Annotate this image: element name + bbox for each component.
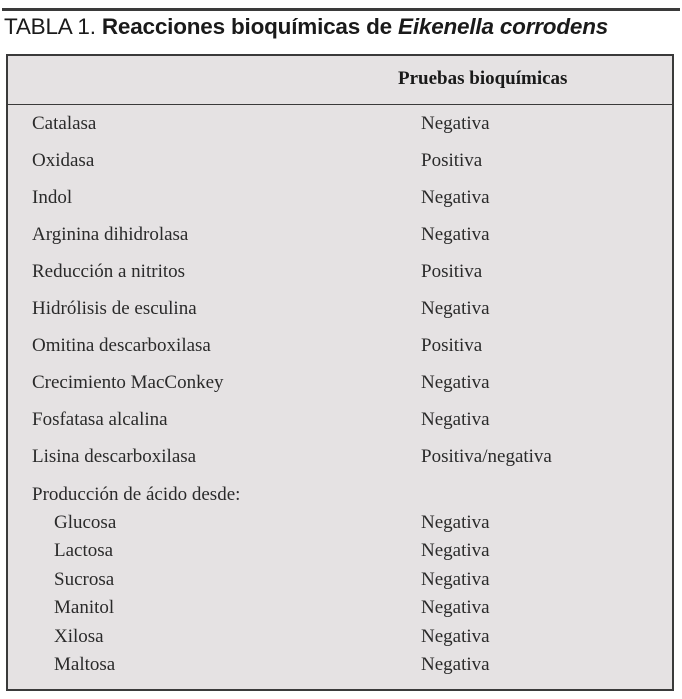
column-header: Pruebas bioquímicas (398, 68, 568, 89)
test-name: Arginina dihidrolasa (32, 224, 189, 245)
table-header-row (8, 56, 672, 105)
sugar-name: Lactosa (54, 540, 114, 561)
test-name: Omitina descarboxilasa (32, 335, 211, 356)
test-name: Reducción a nitritos (32, 261, 186, 282)
test-result: Negativa (421, 187, 490, 208)
sugar-name: Xilosa (54, 626, 104, 647)
test-result: Negativa (421, 113, 490, 134)
top-rule (2, 8, 680, 11)
test-result: Negativa (421, 626, 490, 647)
test-name: Crecimiento MacConkey (32, 372, 224, 393)
table-number: TABLA 1. (4, 14, 96, 39)
test-result: Positiva/negativa (421, 446, 552, 467)
test-name: Hidrólisis de esculina (32, 298, 197, 319)
test-result: Negativa (421, 298, 490, 319)
title-text: Reacciones bioquímicas de (101, 14, 392, 39)
acid-group-label: Producción de ácido desde: (32, 484, 241, 505)
test-name: Lisina descarboxilasa (32, 446, 197, 467)
test-result: Positiva (421, 261, 483, 282)
test-result: Negativa (421, 224, 490, 245)
test-name: Catalasa (32, 113, 97, 134)
test-result: Negativa (421, 597, 490, 618)
sugar-name: Manitol (54, 597, 115, 618)
test-result: Negativa (421, 569, 490, 590)
sugar-name: Glucosa (54, 512, 117, 533)
test-name: Oxidasa (32, 150, 95, 171)
test-result: Negativa (421, 540, 490, 561)
test-result: Positiva (421, 150, 483, 171)
test-result: Positiva (421, 335, 483, 356)
sugar-name: Sucrosa (54, 569, 115, 590)
test-name: Indol (32, 187, 73, 208)
title-organism: Eikenella corrodens (398, 14, 609, 39)
test-result: Negativa (421, 409, 490, 430)
test-result: Negativa (421, 512, 490, 533)
biochemical-table (6, 54, 674, 691)
test-name: Fosfatasa alcalina (32, 409, 168, 430)
table-title (4, 14, 608, 40)
test-result: Negativa (421, 372, 490, 393)
test-result: Negativa (421, 654, 490, 675)
sugar-name: Maltosa (54, 654, 116, 675)
